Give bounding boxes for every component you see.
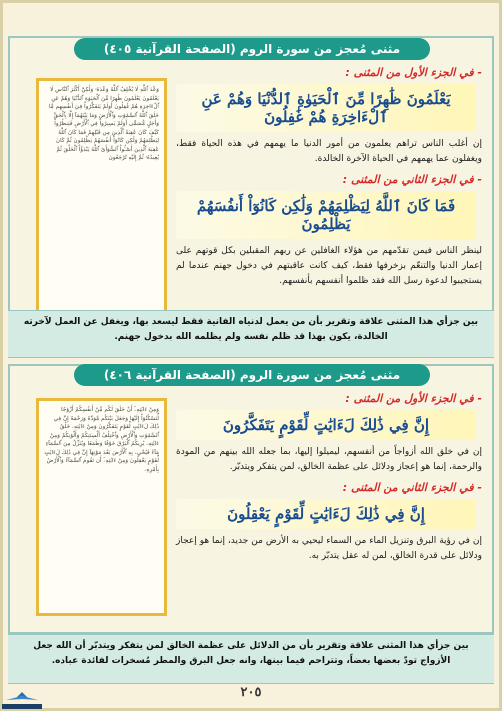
forum-logo [0,690,44,710]
verse-part-one: يَعْلَمُونَ ظَٰهِرًا مِّنَ ٱلْحَيَوٰةِ ٱلدُّنْيَا وَهُمْ عَنِ ٱلْءَاخِرَةِ هُمْ غَٰفِلُونَ [176,84,476,132]
section-banner: مثنى مُعجز من سورة الروم (الصفحة القرآنية ٤٠٦) [74,364,430,386]
mushaf-page-405 [36,78,167,318]
section-content [176,66,482,289]
section-content [176,392,482,564]
part-one-explanation: إن في خلق الله أزواجاً من أنفسهم، ليميلوا إليها، بما جعله الله بينهم من المودة والرحمة، إنما هو إعجاز ودلائل على عظمة الخالق، لمن يتفكر ويتدبّر. [176,447,482,472]
section-banner: مثنى مُعجز من سورة الروم (الصفحة القرآنية ٤٠٥) [74,38,430,60]
mushaf-text: وَعْدَ ٱللَّهِ لَا يُخْلِفُ ٱللَّهُ وَعْدَهُۥ وَلَٰكِنَّ أَكْثَرَ ٱلنَّاسِ لَا يَعْلَمُونَ يَعْلَمُونَ ظَٰهِرًا مِّنَ ٱلْحَيَوٰةِ ٱلدُّنْيَا وَهُمْ عَنِ ٱلْءَاخِرَةِ هُمْ غَٰفِلُونَ أَوَلَمْ يَتَفَكَّرُواْ فِيٓ أَنفُسِهِم مَّا خَلَقَ ٱللَّهُ ٱلسَّمَٰوَٰتِ وَٱلْأَرْضَ وَمَا بَيْنَهُمَآ إِلَّا بِٱلْحَقِّ وَأَجَلٍ مُّسَمًّى أَوَلَمْ يَسِيرُواْ فِي ٱلْأَرْضِ فَيَنظُرُواْ كَيْفَ كَانَ عَٰقِبَةُ ٱلَّذِينَ مِن قَبْلِهِمْ فَمَا كَانَ ٱللَّهُ لِيَظْلِمَهُمْ وَلَٰكِن كَانُوٓاْ أَنفُسَهُمْ يَظْلِمُونَ ثُمَّ كَانَ عَٰقِبَةَ ٱلَّذِينَ أَسَٰٓـُٔواْ ٱلسُّوٓأَىٰٓ ٱللَّهُ يَبْدَؤُاْ ٱلْخَلْقَ ثُمَّ يُعِيدُهُۥ ثُمَّ إِلَيْهِ تُرْجَعُونَ [49,87,159,161]
verse-part-two: إِنَّ فِي ذَٰلِكَ لَءَايَٰتٍ لِّقَوْمٍ يَعْقِلُونَ [176,499,476,529]
verse-part-one: إِنَّ فِي ذَٰلِكَ لَءَايَٰتٍ لِّقَوْمٍ يَتَفَكَّرُونَ [176,410,476,440]
mushaf-text: وَمِنْ ءَايَٰتِهِۦٓ أَنْ خَلَقَ لَكُم مِّنْ أَنفُسِكُمْ أَزْوَٰجًا لِّتَسْكُنُوٓاْ إِلَيْهَا وَجَعَلَ بَيْنَكُم مَّوَدَّةً وَرَحْمَةً إِنَّ فِي ذَٰلِكَ لَءَايَٰتٍ لِّقَوْمٍ يَتَفَكَّرُونَ وَمِنْ ءَايَٰتِهِۦ خَلْقُ ٱلسَّمَٰوَٰتِ وَٱلْأَرْضِ وَٱخْتِلَٰفُ أَلْسِنَتِكُمْ وَأَلْوَٰنِكُمْ وَمِنْ ءَايَٰتِهِۦ يُرِيكُمُ ٱلْبَرْقَ خَوْفًا وَطَمَعًا وَيُنَزِّلُ مِنَ ٱلسَّمَآءِ مَآءً فَيُحْيِۦ بِهِ ٱلْأَرْضَ بَعْدَ مَوْتِهَآ إِنَّ فِي ذَٰلِكَ لَءَايَٰتٍ لِّقَوْمٍ يَعْقِلُونَ وَمِنْ ءَايَٰتِهِۦٓ أَن تَقُومَ ٱلسَّمَآءُ وَٱلْأَرْضُ بِأَمْرِهِۦ [44,407,159,473]
part-one-heading: - في الجزء الأول من المثنى : [345,392,482,405]
part-two-explanation: إن في رؤية البرق وتنزيل الماء من السماء ليحيي به الأرض من جديد، إنما هو إعجاز ودلائل على قدرة الخالق، لمن له عقل يتدبّر به. [176,536,482,561]
part-two-heading: - في الجزء الثاني من المثنى : [342,481,482,494]
section-summary: بين جزأي هذا المثنى علاقة وتقرير بأن من يعمل لدنياه الفانية فقط ليسعد بها، ويغفل عن العمل لآخرته الخالدة، يكون بهذا قد ظلم نفسه ولم يظلمه الله بدخول جهنم. [8,310,494,358]
part-one-heading: - في الجزء الأول من المثنى : [345,66,482,79]
page-number: ٢٠٥ [240,685,262,700]
forum-logo-icon [0,690,44,710]
part-one-explanation: إن أغلب الناس تراهم يعلمون من أمور الدنيا ما يهمهم في هذه الحياة فقط، ويغفلون عما يهمهم في الحياة الآخرة الخالدة. [176,139,482,164]
part-two-heading: - في الجزء الثاني من المثنى : [342,173,482,186]
part-two-explanation: لينظر الناس فيمن تقدّمهم من هؤلاء الغافلين عن ربهم المقبلين بكل قوتهم على إعمار الدنيا والتنعّم بزخرفها فقط، كيف كانت عاقبتهم في دخول جهنم عندما لم يستجيبوا لدعوة رسل الله فقد ظلموا أنفسهم بأنفسهم. [176,246,482,286]
verse-part-two: فَمَا كَانَ ٱللَّهُ لِيَظْلِمَهُمْ وَلَٰكِن كَانُوٓاْ أَنفُسَهُمْ يَظْلِمُونَ [176,191,476,239]
section-summary: بين جزأي هذا المثنى علاقة وتقرير بأن من الدلائل على عظمة الخالق لمن يتفكر ويتدبّر أن الله جعل الأزواج تودّ بعضها بعضاً، وتتراحم فيما بينها، وانه جعل البرق والمطر مُسخرات لفائدة عباده. [8,634,494,684]
mushaf-page-406 [36,398,167,616]
